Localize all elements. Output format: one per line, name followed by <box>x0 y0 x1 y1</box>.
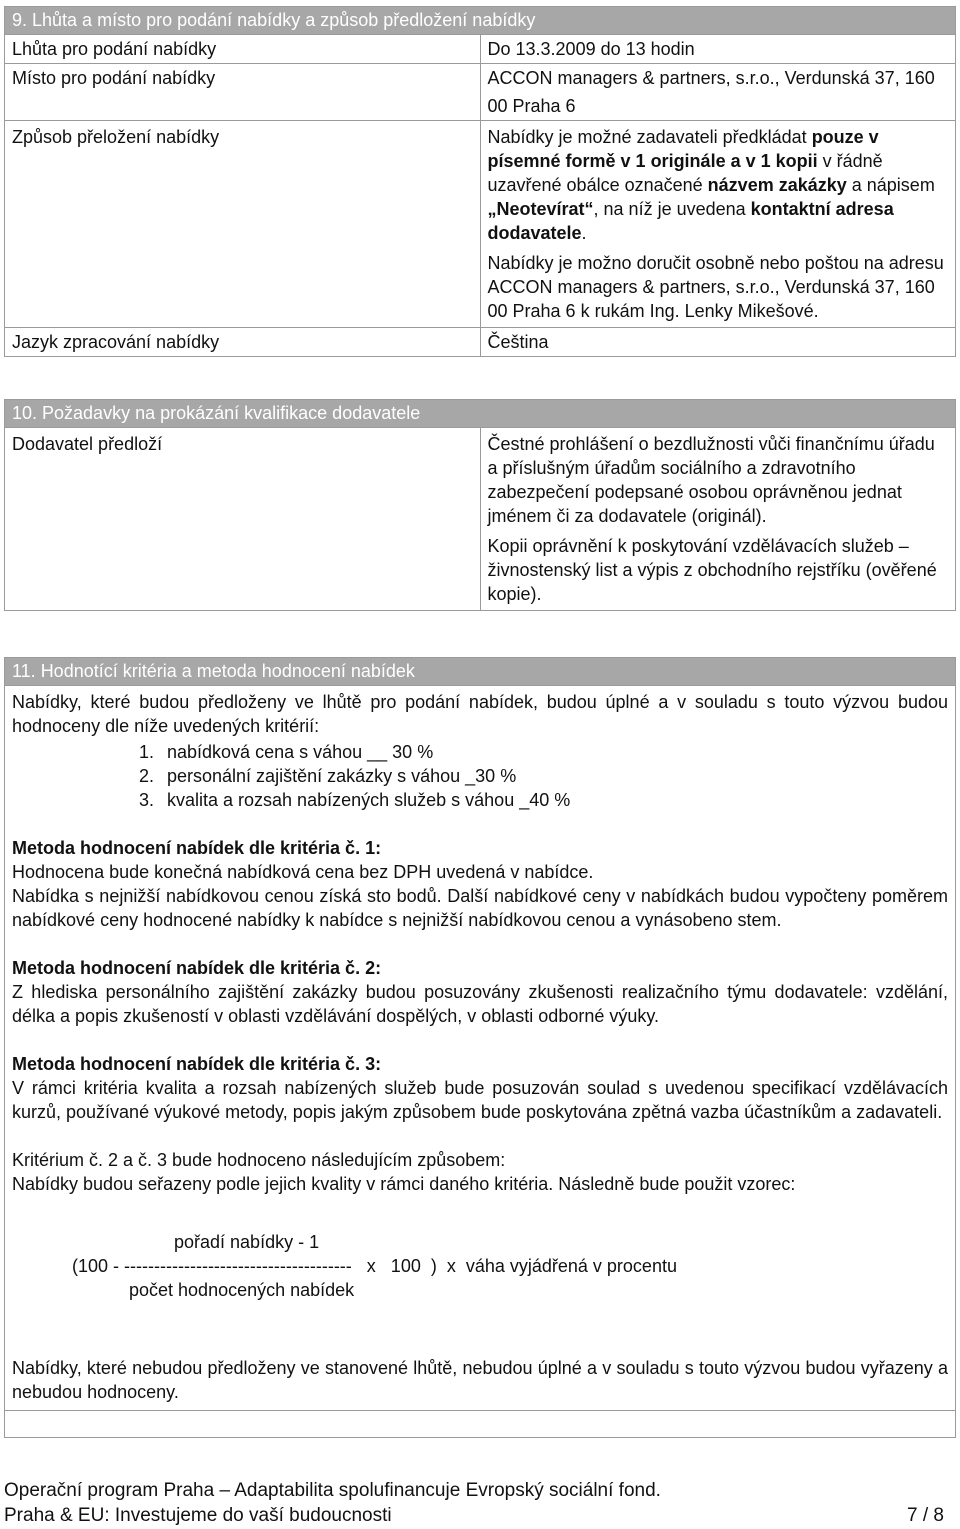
method-1-paragraph: Nabídka s nejnižší nabídkovou cenou získá sto bodů. Další nabídkové ceny v nabídkách budou vypočteny poměrem nabídkové ceny hodnocené nabídky k nabídce s nejnižší nabídkovou cenou a vynásobeno stem. <box>12 886 948 930</box>
list-item: 2. personální zajištění zakázky s váhou _30 % <box>159 764 948 788</box>
scoring-formula <box>12 1230 948 1310</box>
formula-denominator: počet hodnocených nabídek <box>129 1280 355 1300</box>
row-value <box>480 428 956 611</box>
submission-paragraph: Nabídky je možné zadavateli předkládat pouze v písemné formě v 1 originále a v 1 kopii v řádně uzavřené obálce označené názvem zakázky a nápisem „Neotevírat“, na níž je uvedena kontaktní adresa dodavatele. <box>487 127 935 243</box>
row-label: Jazyk zpracování nabídky <box>5 328 481 357</box>
table-row <box>5 121 956 328</box>
row-label: Lhůta pro podání nabídky <box>5 35 481 64</box>
empty-cell <box>5 1411 956 1438</box>
page-number: 7 / 8 <box>907 1505 944 1526</box>
section-11-body <box>5 686 956 1411</box>
section-11-title: 11. Hodnotící kritéria a metoda hodnocení nabídek <box>5 658 956 686</box>
formula-numerator: pořadí nabídky - 1 <box>174 1232 320 1252</box>
page-footer <box>4 1478 944 1528</box>
row-label: Způsob přeložení nabídky <box>5 121 481 328</box>
table-row <box>5 35 956 64</box>
section-9-table <box>4 6 956 357</box>
formula-expression: (100 - -------------------------------------- x 100 ) x váha vyjádřená v procentu <box>72 1256 677 1276</box>
requirement-paragraph: Čestné prohlášení o bezdlužnosti vůči finančnímu úřadu a příslušným úřadům sociálního a zdravotního zabezpečení podepsané osobou oprávněnou jednat jménem či za dodavatele (originál). <box>487 434 935 526</box>
footer-line: Praha & EU: Investujeme do vaší budoucnosti <box>4 1505 392 1526</box>
section-11-table <box>4 657 956 1438</box>
row-value: ACCON managers & partners, s.r.o., Verdunská 37, 160 00 Praha 6 <box>480 64 956 121</box>
list-item: 1. nabídková cena s váhou __ 30 % <box>159 740 948 764</box>
section-10-table <box>4 399 956 611</box>
table-row <box>5 64 956 121</box>
criteria-note: Nabídky budou seřazeny podle jejich kvality v rámci daného kritéria. Následně bude použit vzorec: <box>12 1174 796 1194</box>
section-9-title: 9. Lhůta a místo pro podání nabídky a způsob předložení nabídky <box>5 7 956 35</box>
footer-line: Operační program Praha – Adaptabilita spolufinancuje Evropský sociální fond. <box>4 1480 661 1501</box>
requirement-paragraph: Kopii oprávnění k poskytování vzdělávacích služeb – živnostenský list a výpis z obchodního rejstříku (ověřené kopie). <box>487 536 937 604</box>
list-item: 3. kvalita a rozsah nabízených služeb s váhou _40 % <box>159 788 948 812</box>
criteria-note: Kritérium č. 2 a č. 3 bude hodnoceno následujícím způsobem: <box>12 1150 506 1170</box>
method-3-paragraph: V rámci kritéria kvalita a rozsah nabízených služeb bude posuzován soulad s uvedenou specifikací vzdělávacích kurzů, používané výukové metody, popis jakým způsobem bude poskytována zpětná vazba účastníkům a zadavateli. <box>12 1078 948 1122</box>
row-value: Čeština <box>480 328 956 357</box>
method-2-paragraph: Z hlediska personálního zajištění zakázky budou posuzovány zkušenosti realizačního týmu dodavatele: vzdělání, délka a popis zkušeností v oblasti vzdělávání dospělých, v oblasti odborné výuky. <box>12 982 948 1026</box>
method-1-paragraph: Hodnocena bude konečná nabídková cena bez DPH uvedená v nabídce. <box>12 862 594 882</box>
document-page <box>4 6 956 1438</box>
closing-paragraph: Nabídky, které nebudou předloženy ve stanovené lhůtě, nebudou úplné a v souladu s touto výzvou budou vyřazeny a nebudou hodnoceny. <box>12 1358 948 1402</box>
table-row <box>5 1411 956 1438</box>
row-value <box>480 121 956 328</box>
row-label: Dodavatel předloží <box>5 428 481 611</box>
row-value: Do 13.3.2009 do 13 hodin <box>480 35 956 64</box>
method-1-heading: Metoda hodnocení nabídek dle kritéria č. 1: <box>12 838 382 858</box>
criteria-list <box>12 740 948 812</box>
row-label: Místo pro podání nabídky <box>5 64 481 121</box>
section-10-title: 10. Požadavky na prokázání kvalifikace dodavatele <box>5 400 956 428</box>
intro-paragraph: Nabídky, které budou předloženy ve lhůtě pro podání nabídek, budou úplné a v souladu s touto výzvou budou hodnoceny dle níže uvedených kritérií: <box>12 692 948 736</box>
delivery-paragraph: Nabídky je možno doručit osobně nebo poštou na adresu ACCON managers & partners, s.r.o., Verdunská 37, 160 00 Praha 6 k rukám Ing. Lenky Mikešové. <box>487 253 944 321</box>
table-row <box>5 328 956 357</box>
method-3-heading: Metoda hodnocení nabídek dle kritéria č. 3: <box>12 1054 382 1074</box>
table-row <box>5 428 956 611</box>
method-2-heading: Metoda hodnocení nabídek dle kritéria č. 2: <box>12 958 382 978</box>
